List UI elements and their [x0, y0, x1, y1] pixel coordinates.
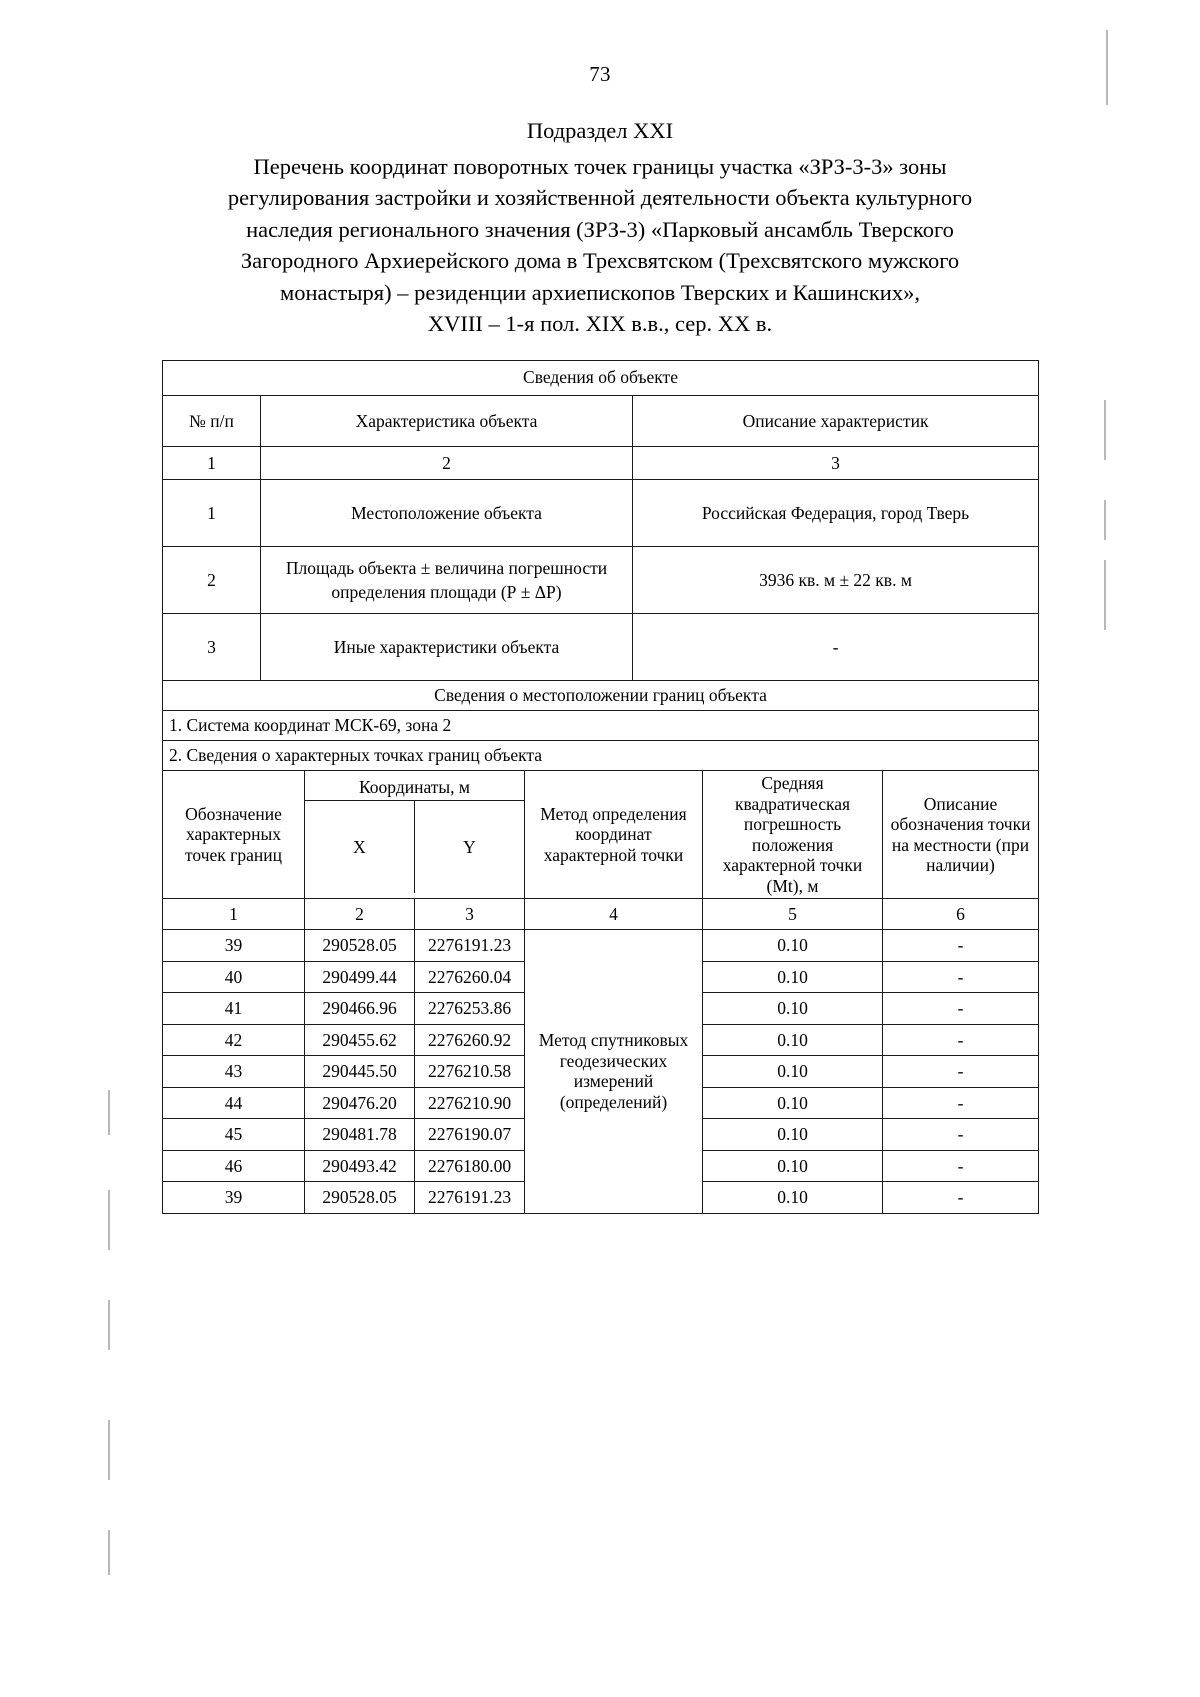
coordinates-group-label: Координаты, м — [305, 776, 524, 801]
point-designation: 43 — [163, 1056, 305, 1088]
characteristic-points-note: 2. Сведения о характерных точках границ объекта — [163, 741, 1039, 771]
row-number: 2 — [163, 547, 261, 614]
table-row — [163, 361, 1039, 396]
point-description: - — [883, 1182, 1039, 1214]
coordinate-system-note: 1. Система координат МСК-69, зона 2 — [163, 711, 1039, 741]
column-number-4: 4 — [525, 899, 703, 930]
point-designation: 40 — [163, 961, 305, 993]
point-description: - — [883, 993, 1039, 1025]
point-y: 2276253.86 — [415, 993, 525, 1025]
table-row — [163, 930, 1039, 962]
column-header-coordinates-group — [305, 771, 525, 899]
point-description: - — [883, 1119, 1039, 1151]
table-row — [163, 899, 1039, 930]
point-description: - — [883, 1150, 1039, 1182]
object-info-table — [162, 360, 1039, 681]
point-y: 2276180.00 — [415, 1150, 525, 1182]
title-line-2: регулирования застройки и хозяйственной деятельности объекта культурного — [227, 185, 973, 210]
point-x: 290528.05 — [305, 1182, 415, 1214]
page-number: 73 — [589, 62, 611, 86]
column-header-mean-error: Средняя квадратическая погрешность положения характерной точки (Мt), м — [703, 771, 883, 899]
point-mt: 0.10 — [703, 1182, 883, 1214]
point-y: 2276191.23 — [415, 1182, 525, 1214]
column-header-description: Описание характеристик — [633, 396, 1039, 447]
column-header-y: Y — [463, 836, 476, 857]
point-description: - — [883, 1056, 1039, 1088]
row-characteristic: Площадь объекта ± величина погрешности определения площади (Р ± ΔР) — [261, 547, 633, 614]
scan-artifact — [108, 1090, 110, 1135]
point-designation: 45 — [163, 1119, 305, 1151]
point-x: 290493.42 — [305, 1150, 415, 1182]
point-description: - — [883, 1024, 1039, 1056]
table-header-row — [163, 771, 1039, 899]
object-info-caption: Сведения об объекте — [163, 361, 1039, 396]
point-designation: 44 — [163, 1087, 305, 1119]
table-row — [163, 396, 1039, 447]
column-header-designation: Обозначение характерных точек границ — [163, 771, 305, 899]
row-number: 1 — [163, 480, 261, 547]
title-line-1: Перечень координат поворотных точек границы участка «ЗРЗ-3-3» зоны — [253, 153, 947, 179]
point-x: 290476.20 — [305, 1087, 415, 1119]
scan-artifact — [108, 1190, 110, 1250]
column-number-1: 1 — [163, 899, 305, 930]
table-row — [163, 711, 1039, 741]
column-header-num: № п/п — [163, 396, 261, 447]
title-line-3: наследия регионального значения (ЗРЗ-3) «Парковый ансамбль Тверского — [246, 216, 954, 242]
scan-artifact — [1104, 400, 1106, 460]
point-description: - — [883, 961, 1039, 993]
point-x: 290455.62 — [305, 1024, 415, 1056]
row-description: Российская Федерация, город Тверь — [633, 480, 1039, 547]
table-row — [163, 547, 1039, 614]
point-mt: 0.10 — [703, 1087, 883, 1119]
column-number-2: 2 — [261, 447, 633, 480]
column-number-3: 3 — [633, 447, 1039, 480]
column-header-characteristic: Характеристика объекта — [261, 396, 633, 447]
title-line-5: монастыря) – резиденции архиепископов Тверских и Кашинских», — [280, 279, 920, 305]
point-y: 2276210.58 — [415, 1056, 525, 1088]
column-header-point-description: Описание обозначения точки на местности (при наличии) — [883, 771, 1039, 899]
title-line-4: Загородного Архиерейского дома в Трехсвятском (Трехсвятского мужского — [240, 248, 960, 273]
border-info-table — [162, 680, 1039, 1214]
table-row — [163, 741, 1039, 771]
scan-artifact — [108, 1530, 110, 1575]
row-characteristic: Иные характеристики объекта — [261, 614, 633, 681]
point-y: 2276260.92 — [415, 1024, 525, 1056]
column-header-x: X — [305, 801, 415, 893]
row-characteristic: Местоположение объекта — [261, 480, 633, 547]
scan-artifact — [108, 1420, 110, 1480]
point-y: 2276190.07 — [415, 1119, 525, 1151]
row-description: 3936 кв. м ± 22 кв. м — [633, 547, 1039, 614]
point-mt: 0.10 — [703, 930, 883, 962]
point-designation: 42 — [163, 1024, 305, 1056]
point-mt: 0.10 — [703, 1056, 883, 1088]
row-description: - — [633, 614, 1039, 681]
point-designation: 39 — [163, 930, 305, 962]
scan-artifact — [1104, 500, 1106, 540]
column-number-5: 5 — [703, 899, 883, 930]
section-heading: Подраздел XXI — [526, 118, 674, 143]
column-number-3: 3 — [415, 899, 525, 930]
point-y: 2276210.90 — [415, 1087, 525, 1119]
table-row — [163, 681, 1039, 711]
point-mt: 0.10 — [703, 961, 883, 993]
point-mt: 0.10 — [703, 1024, 883, 1056]
point-designation: 39 — [163, 1182, 305, 1214]
table-row — [163, 480, 1039, 547]
point-x: 290445.50 — [305, 1056, 415, 1088]
point-designation: 46 — [163, 1150, 305, 1182]
column-header-method: Метод определения координат характерной точки — [525, 771, 703, 899]
border-info-caption: Сведения о местоположении границ объекта — [163, 681, 1039, 711]
point-mt: 0.10 — [703, 993, 883, 1025]
document-title-block — [160, 115, 1040, 340]
column-number-2: 2 — [305, 899, 415, 930]
scan-artifact — [1104, 560, 1106, 630]
table-row — [163, 614, 1039, 681]
point-x: 290528.05 — [305, 930, 415, 962]
point-x: 290481.78 — [305, 1119, 415, 1151]
point-x: 290499.44 — [305, 961, 415, 993]
title-line-6: XVIII – 1-я пол. XIX в.в., сер. XX в. — [427, 311, 773, 336]
point-designation: 41 — [163, 993, 305, 1025]
point-description: - — [883, 930, 1039, 962]
point-y: 2276260.04 — [415, 961, 525, 993]
column-number-1: 1 — [163, 447, 261, 480]
table-row — [163, 447, 1039, 480]
point-mt: 0.10 — [703, 1150, 883, 1182]
point-mt: 0.10 — [703, 1119, 883, 1151]
column-number-6: 6 — [883, 899, 1039, 930]
scan-artifact — [108, 1300, 110, 1350]
point-x: 290466.96 — [305, 993, 415, 1025]
point-y: 2276191.23 — [415, 930, 525, 962]
point-description: - — [883, 1087, 1039, 1119]
row-number: 3 — [163, 614, 261, 681]
method-value: Метод спутниковых геодезических измерений (определений) — [525, 930, 703, 1214]
